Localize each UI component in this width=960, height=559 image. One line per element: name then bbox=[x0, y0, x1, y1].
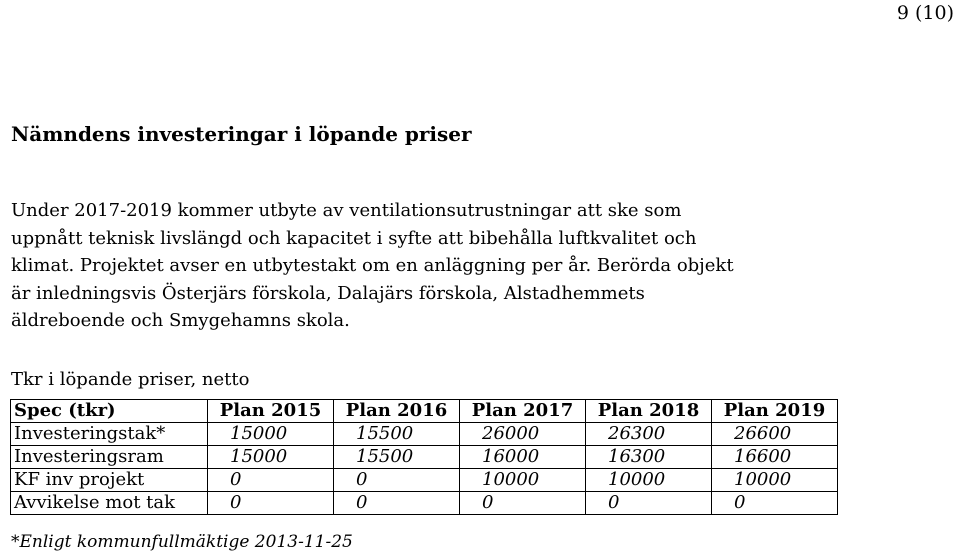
table-cell: 16300 bbox=[586, 446, 712, 469]
table-caption: Tkr i löpande priser, netto bbox=[11, 369, 250, 390]
paragraph-line: klimat. Projektet avser en utbytestakt om en anläggning per år. Berörda objekt bbox=[11, 255, 734, 276]
column-header-plan-2019: Plan 2019 bbox=[712, 400, 838, 423]
column-header-plan-2018: Plan 2018 bbox=[586, 400, 712, 423]
table-cell: 10000 bbox=[712, 469, 838, 492]
table-cell: 15500 bbox=[334, 446, 460, 469]
table-cell: 0 bbox=[334, 469, 460, 492]
section-heading: Nämndens investeringar i löpande priser bbox=[11, 122, 472, 146]
table-row bbox=[11, 446, 838, 469]
table-cell: 26000 bbox=[460, 423, 586, 446]
row-label: KF inv projekt bbox=[11, 469, 208, 492]
table-cell: 15000 bbox=[208, 446, 334, 469]
table-row bbox=[11, 469, 838, 492]
footnote: *Enligt kommunfullmäktige 2013-11-25 bbox=[11, 532, 353, 552]
table-cell: 10000 bbox=[460, 469, 586, 492]
paragraph-line: Under 2017-2019 kommer utbyte av ventilationsutrustningar att ske som bbox=[11, 200, 682, 221]
paragraph-line: uppnått teknisk livslängd och kapacitet i syfte att bibehålla luftkvalitet och bbox=[11, 227, 697, 249]
table-cell: 0 bbox=[208, 469, 334, 492]
column-header-plan-2016: Plan 2016 bbox=[334, 400, 460, 423]
body-paragraph bbox=[11, 197, 951, 335]
paragraph-line: äldreboende och Smygehamns skola. bbox=[11, 310, 350, 331]
paragraph-line: är inledningsvis Österjärs förskola, Dalajärs förskola, Alstadhemmets bbox=[11, 282, 645, 304]
table-cell: 0 bbox=[712, 492, 838, 515]
row-label: Investeringstak* bbox=[11, 423, 208, 446]
table-cell: 0 bbox=[208, 492, 334, 515]
table-header-row bbox=[11, 400, 838, 423]
table-cell: 16600 bbox=[712, 446, 838, 469]
table-row bbox=[11, 423, 838, 446]
table-cell: 10000 bbox=[586, 469, 712, 492]
column-header-plan-2015: Plan 2015 bbox=[208, 400, 334, 423]
table-cell: 16000 bbox=[460, 446, 586, 469]
table-cell: 0 bbox=[460, 492, 586, 515]
column-header-spec: Spec (tkr) bbox=[11, 400, 208, 423]
page-number: 9 (10) bbox=[896, 2, 954, 24]
row-label: Investeringsram bbox=[11, 446, 208, 469]
table-cell: 0 bbox=[334, 492, 460, 515]
column-header-plan-2017: Plan 2017 bbox=[460, 400, 586, 423]
table-row bbox=[11, 492, 838, 515]
table-cell: 26600 bbox=[712, 423, 838, 446]
row-label: Avvikelse mot tak bbox=[11, 492, 208, 515]
investment-table bbox=[10, 399, 838, 515]
table-cell: 0 bbox=[586, 492, 712, 515]
table-cell: 15000 bbox=[208, 423, 334, 446]
table-cell: 26300 bbox=[586, 423, 712, 446]
table-cell: 15500 bbox=[334, 423, 460, 446]
